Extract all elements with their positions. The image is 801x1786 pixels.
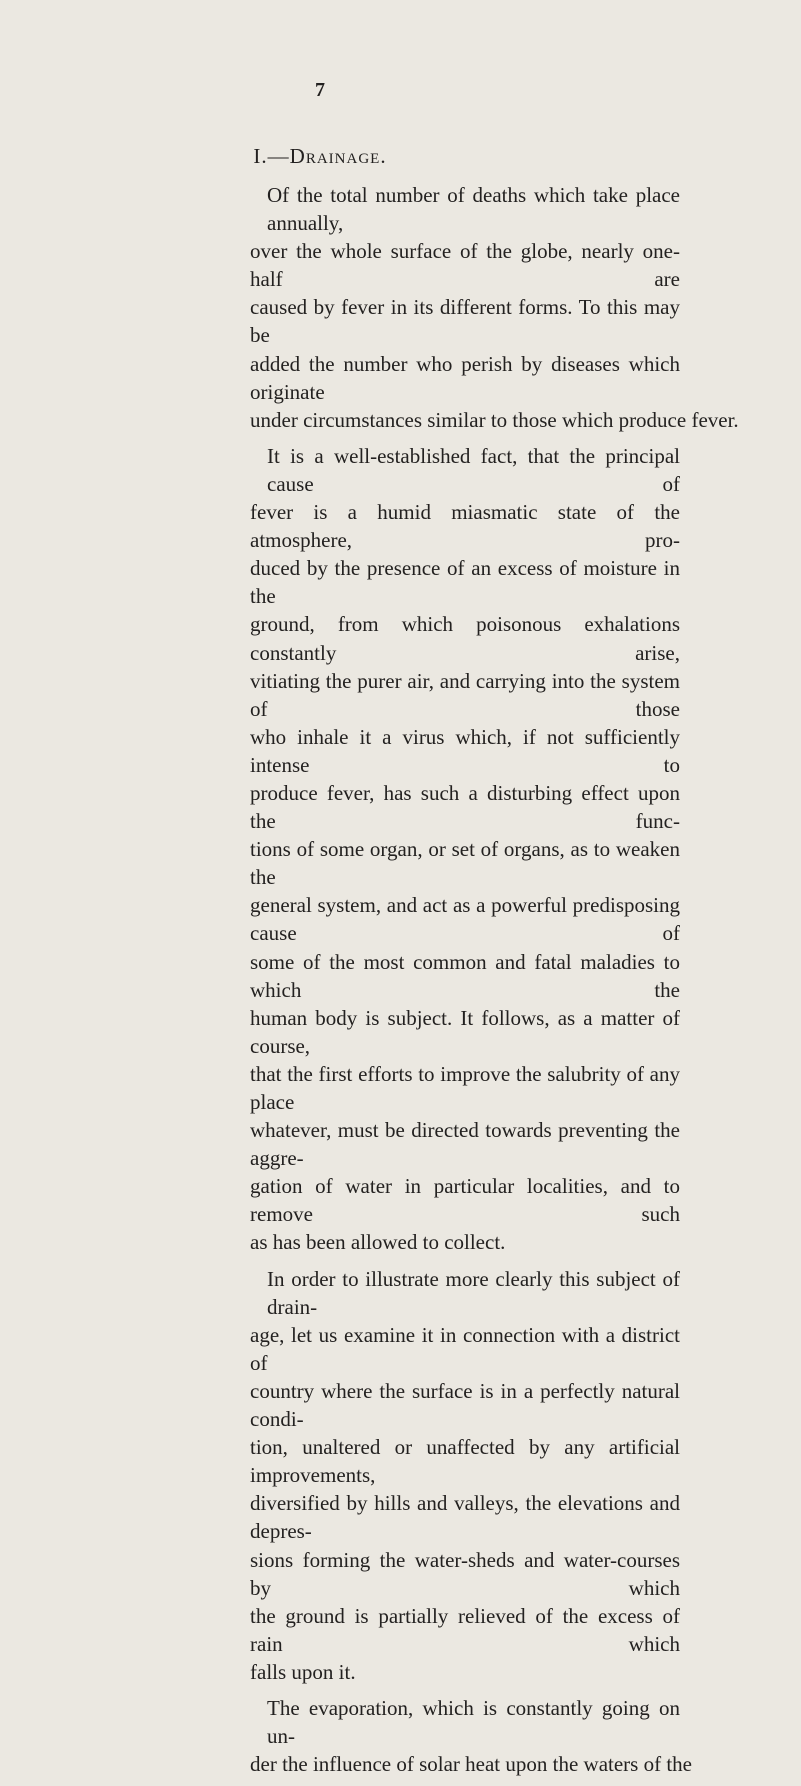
text-line: country where the surface is in a perfectly natural condi- (250, 1378, 680, 1432)
section-numeral: I.— (253, 144, 290, 168)
text-line: who inhale it a virus which, if not sufficiently intense to (250, 724, 680, 777)
text-line: general system, and act as a powerful predisposing cause of (250, 893, 680, 946)
text-line: as has been allowed to collect. (250, 1230, 506, 1255)
text-line: diversified by hills and valleys, the elevations and depres- (250, 1491, 680, 1544)
text-line: It is a well-established fact, that the principal cause of (267, 443, 680, 496)
text-line: age, let us examine it in connection with a district of (250, 1322, 680, 1375)
text-line: some of the most common and fatal maladies to which the (250, 949, 680, 1002)
text-line: tions of some organ, or set of organs, as to weaken the (250, 837, 680, 890)
text-line: Of the total number of deaths which take place annually, (267, 183, 680, 236)
text-line: caused by fever in its different forms. To this may be (250, 295, 680, 348)
text-line: In order to illustrate more clearly this subject of drain- (267, 1266, 680, 1319)
text-line: ground, from which poisonous exhalations constantly arise, (250, 612, 680, 665)
text-line: produce fever, has such a disturbing effect upon the func- (250, 780, 680, 834)
section-title: Drainage. (289, 144, 387, 168)
page-number: 7 (315, 79, 325, 101)
text-line: that the first efforts to improve the salubrity of any place (250, 1061, 680, 1114)
text-line: falls upon it. (250, 1659, 356, 1684)
text-line: sions forming the water-sheds and water-courses by which (250, 1547, 680, 1600)
paragraph (250, 442, 680, 1257)
text-line: tion, unaltered or unaffected by any artificial improvements, (250, 1435, 680, 1488)
text-line: vitiating the purer air, and carrying into the system of those (250, 668, 680, 721)
paragraph (250, 181, 739, 434)
body-text (250, 181, 739, 1786)
text-line: fever is a humid miasmatic state of the atmosphere, pro- (250, 500, 680, 553)
section-heading (0, 143, 640, 169)
text-line: under circumstances similar to those which produce fever. (250, 407, 739, 432)
text-line: human body is subject. It follows, as a matter of course, (250, 1005, 680, 1058)
text-line: der the influence of solar heat upon the waters of the (250, 1752, 692, 1777)
text-line: added the number who perish by diseases which originate (250, 351, 680, 404)
paragraph (250, 1265, 680, 1686)
paragraph (250, 1694, 692, 1778)
text-line: whatever, must be directed towards preventing the aggre- (250, 1118, 680, 1171)
text-line: over the whole surface of the globe, nearly one-half are (250, 239, 680, 292)
text-line: The evaporation, which is constantly going on un- (267, 1695, 680, 1749)
text-line: the ground is partially relieved of the excess of rain which (250, 1603, 680, 1656)
text-line: gation of water in particular localities, and to remove such (250, 1174, 680, 1227)
text-line: duced by the presence of an excess of moisture in the (250, 556, 680, 609)
